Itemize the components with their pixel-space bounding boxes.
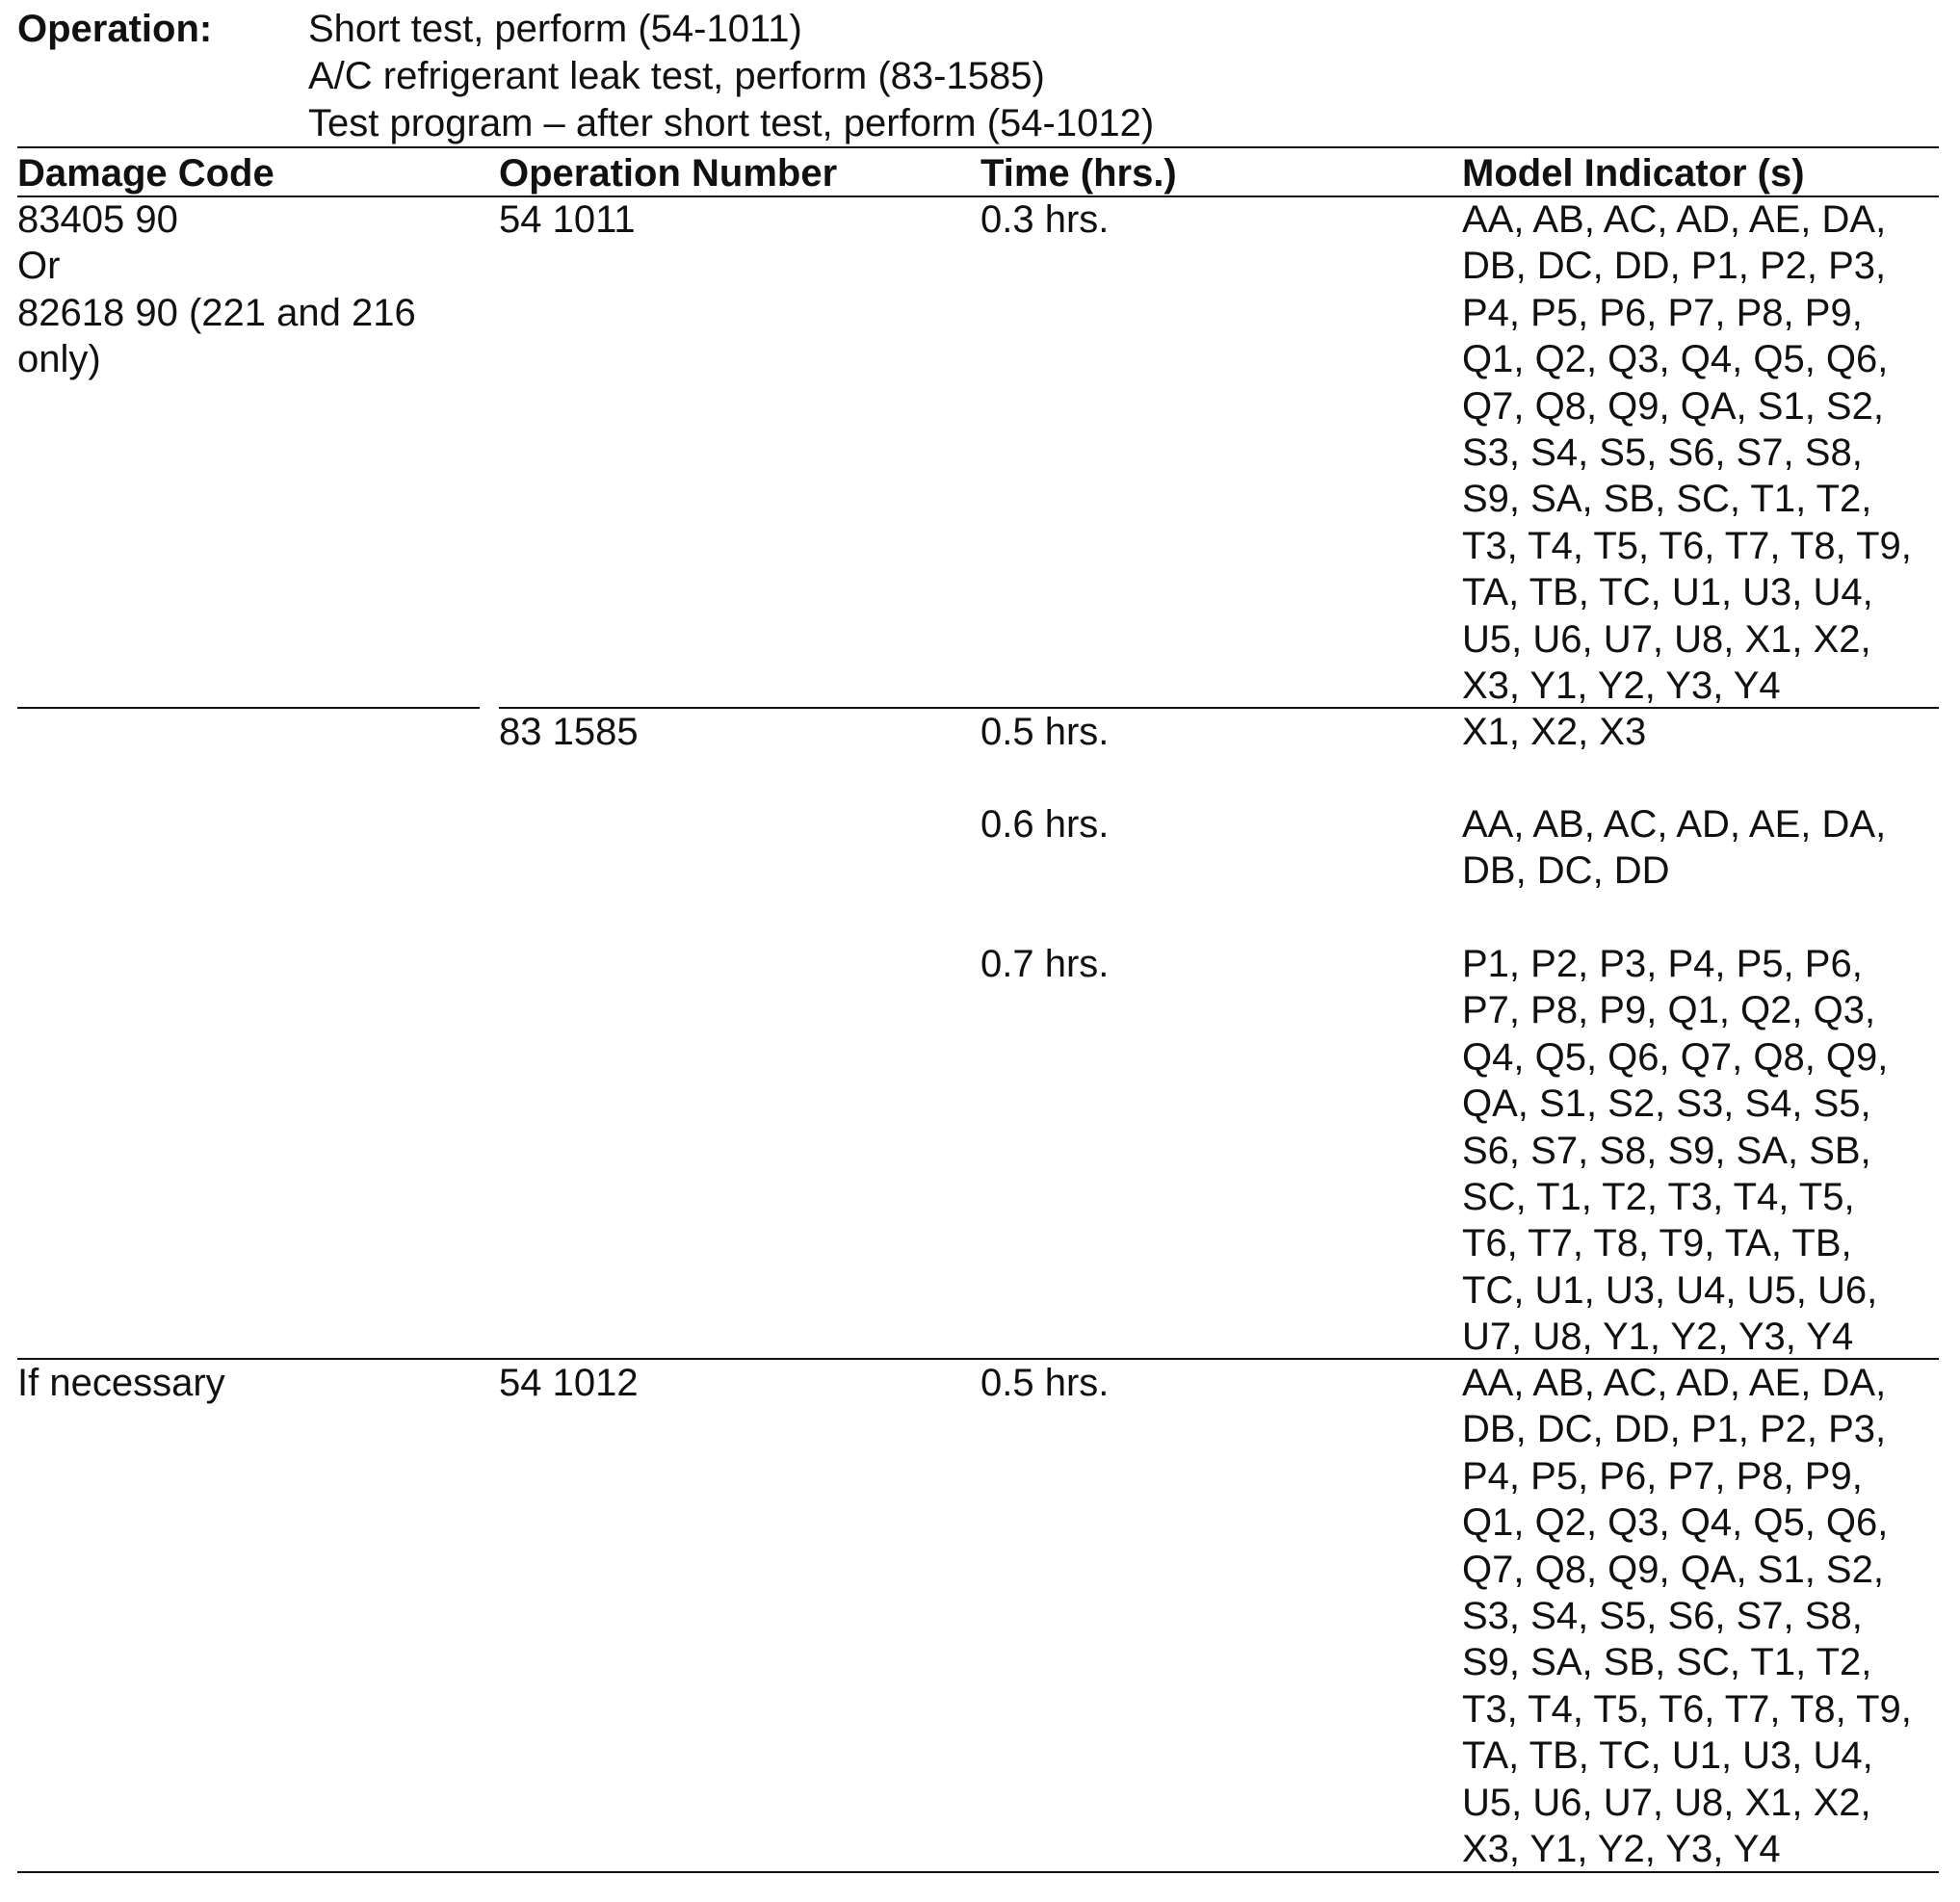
row3-model-indicators: AA, AB, AC, AD, AE, DA, DB, DC, DD, P1, P2, P3, P4, P5, P6, P7, P8, P9, Q1, Q2, Q3, Q4, Q5, Q6, Q7, Q8, Q9, QA, S1, S2, S3, S4, S5, S6, S7, S8, S9, SA, SB, SC, T1, T2, T3, T4, T5, T6, T7, T8, T9, TA, TB, TC, U1, U3, U4, U5, U6, U7, U8, X1, X2, X3, Y1, Y2, Y3, Y4 [1462,1362,1912,1871]
row1-damage-code: 83405 90 Or 82618 90 (221 and 216 only) [17,198,416,381]
operation-label: Operation: [17,8,213,50]
header-time: Time (hrs.) [980,152,1177,195]
row3-damage-code: If necessary [17,1362,225,1404]
row2-time-b: 0.6 hrs. [980,803,1110,846]
row1-rule-left [17,707,480,709]
table-bottom-rule [17,1871,1939,1873]
operation-lines [308,6,1939,147]
row1-time: 0.3 hrs. [980,198,1110,241]
row2-models-b: AA, AB, AC, AD, AE, DA, DB, DC, DD [1462,803,1887,893]
operation-row [17,6,1939,147]
header-top-rule [17,146,1939,148]
header-damage-code: Damage Code [17,152,274,195]
operation-section [17,6,1939,147]
header-model-indicator: Model Indicator (s) [1462,152,1805,195]
row1-model-indicators: AA, AB, AC, AD, AE, DA, DB, DC, DD, P1, P2, P3, P4, P5, P6, P7, P8, P9, Q1, Q2, Q3, Q4, Q5, Q6, Q7, Q8, Q9, QA, S1, S2, S3, S4, S5, S6, S7, S8, S9, SA, SB, SC, T1, T2, T3, T4, T5, T6, T7, T8, T9, TA, TB, TC, U1, U3, U4, U5, U6, U7, U8, X1, X2, X3, Y1, Y2, Y3, Y4 [1462,198,1912,708]
row2-models-c: P1, P2, P3, P4, P5, P6, P7, P8, P9, Q1, Q2, Q3, Q4, Q5, Q6, Q7, Q8, Q9, QA, S1, S2, S3, S4, S5, S6, S7, S8, S9, SA, SB, SC, T1, T2, T3, T4, T5, T6, T7, T8, T9, TA, TB, TC, U1, U3, U4, U5, U6, U7, U8, Y1, Y2, Y3, Y4 [1462,943,1889,1359]
row3-time: 0.5 hrs. [980,1362,1110,1404]
row2-operation-number: 83 1585 [499,711,639,753]
row3-operation-number: 54 1012 [499,1362,639,1404]
row2-time-a: 0.5 hrs. [980,711,1110,753]
row1-operation-number: 54 1011 [499,198,636,241]
operation-line-1: Short test, perform (54-1011) [308,8,802,50]
operation-line-3: Test program – after short test, perform (54-1012) [308,102,1155,144]
operation-line-2: A/C refrigerant leak test, perform (83-1585) [308,55,1045,97]
row2-time-c: 0.7 hrs. [980,943,1110,985]
row2-models-a: X1, X2, X3 [1462,711,1647,753]
header-operation-number: Operation Number [499,152,838,195]
